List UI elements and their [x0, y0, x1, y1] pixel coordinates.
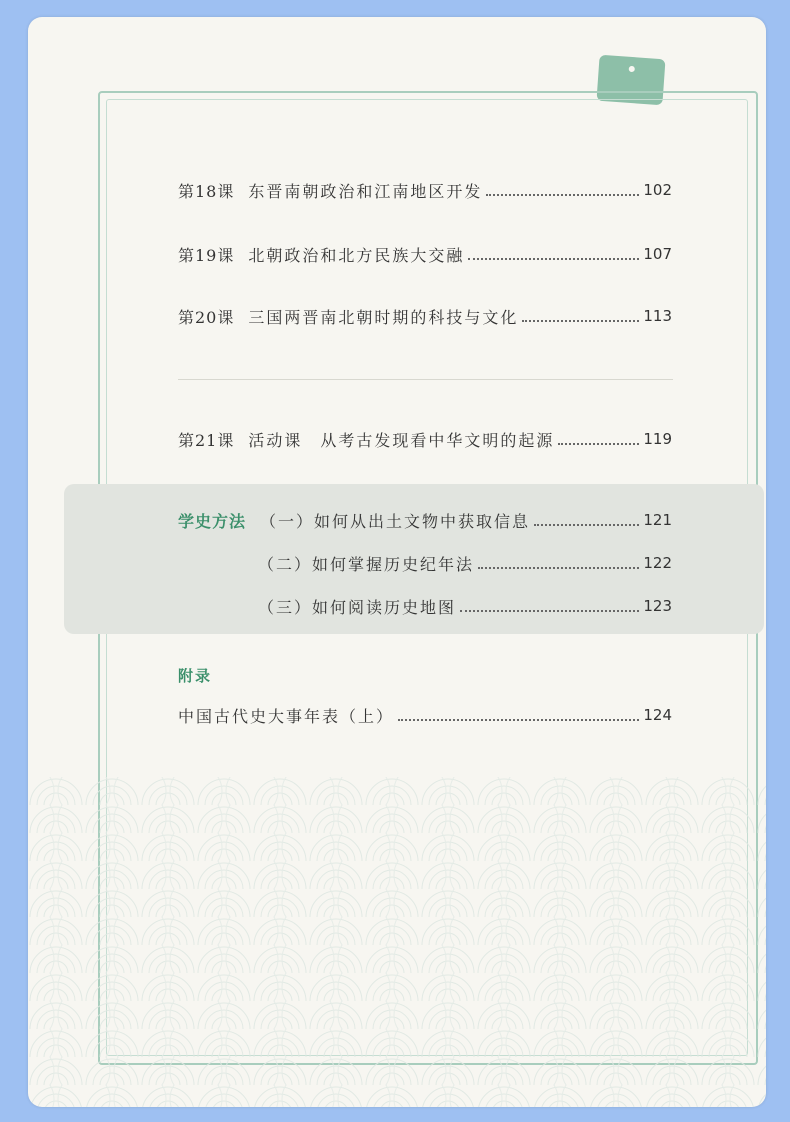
toc-row-lesson-19[interactable] — [178, 242, 672, 266]
lesson-title: 活动课 从考古发现看中华文明的起源 — [248, 430, 555, 450]
dot-leader — [468, 257, 639, 260]
page-number: 121 — [643, 511, 672, 529]
method-title: （二）如何掌握历史纪年法 — [258, 554, 475, 574]
dot-leader — [478, 566, 639, 569]
dot-leader — [534, 523, 639, 526]
page-number: 102 — [643, 181, 672, 199]
method-title: （三）如何阅读历史地图 — [258, 597, 457, 617]
toc-row-appendix-1[interactable] — [178, 703, 672, 727]
tab-hole — [629, 66, 635, 72]
toc-row-lesson-21[interactable] — [178, 427, 672, 451]
dot-leader — [486, 193, 639, 196]
toc-row-lesson-20[interactable] — [178, 304, 672, 328]
page-number: 124 — [643, 706, 672, 724]
lesson-title: 三国两晋南北朝时期的科技与文化 — [248, 307, 519, 327]
section-divider — [178, 379, 673, 380]
toc-row-method-2[interactable] — [258, 551, 672, 575]
lesson-number: 第20课 — [178, 307, 235, 327]
wave-pattern — [28, 777, 766, 1107]
method-title: （一）如何从出土文物中获取信息 — [260, 511, 531, 531]
book-page — [28, 17, 766, 1107]
page-number: 122 — [643, 554, 672, 572]
toc-row-method-3[interactable] — [258, 594, 672, 618]
lesson-number: 第21课 — [178, 430, 235, 450]
dot-leader — [558, 442, 639, 445]
lesson-number: 第19课 — [178, 245, 235, 265]
appendix-label: 附录 — [178, 667, 213, 685]
toc-row-method-1[interactable] — [178, 508, 672, 532]
page-number: 107 — [643, 245, 672, 263]
lesson-title: 东晋南朝政治和江南地区开发 — [248, 181, 483, 201]
page-number: 113 — [643, 307, 672, 325]
methods-label: 学史方法 — [178, 511, 247, 531]
dot-leader — [522, 319, 639, 322]
page-number: 119 — [643, 430, 672, 448]
appendix-title: 中国古代史大事年表（上） — [178, 706, 395, 726]
toc-row-lesson-18[interactable] — [178, 178, 672, 202]
lesson-number: 第18课 — [178, 181, 235, 201]
dot-leader — [460, 609, 639, 612]
page-number: 123 — [643, 597, 672, 615]
dot-leader — [398, 718, 639, 721]
lesson-title: 北朝政治和北方民族大交融 — [248, 245, 465, 265]
